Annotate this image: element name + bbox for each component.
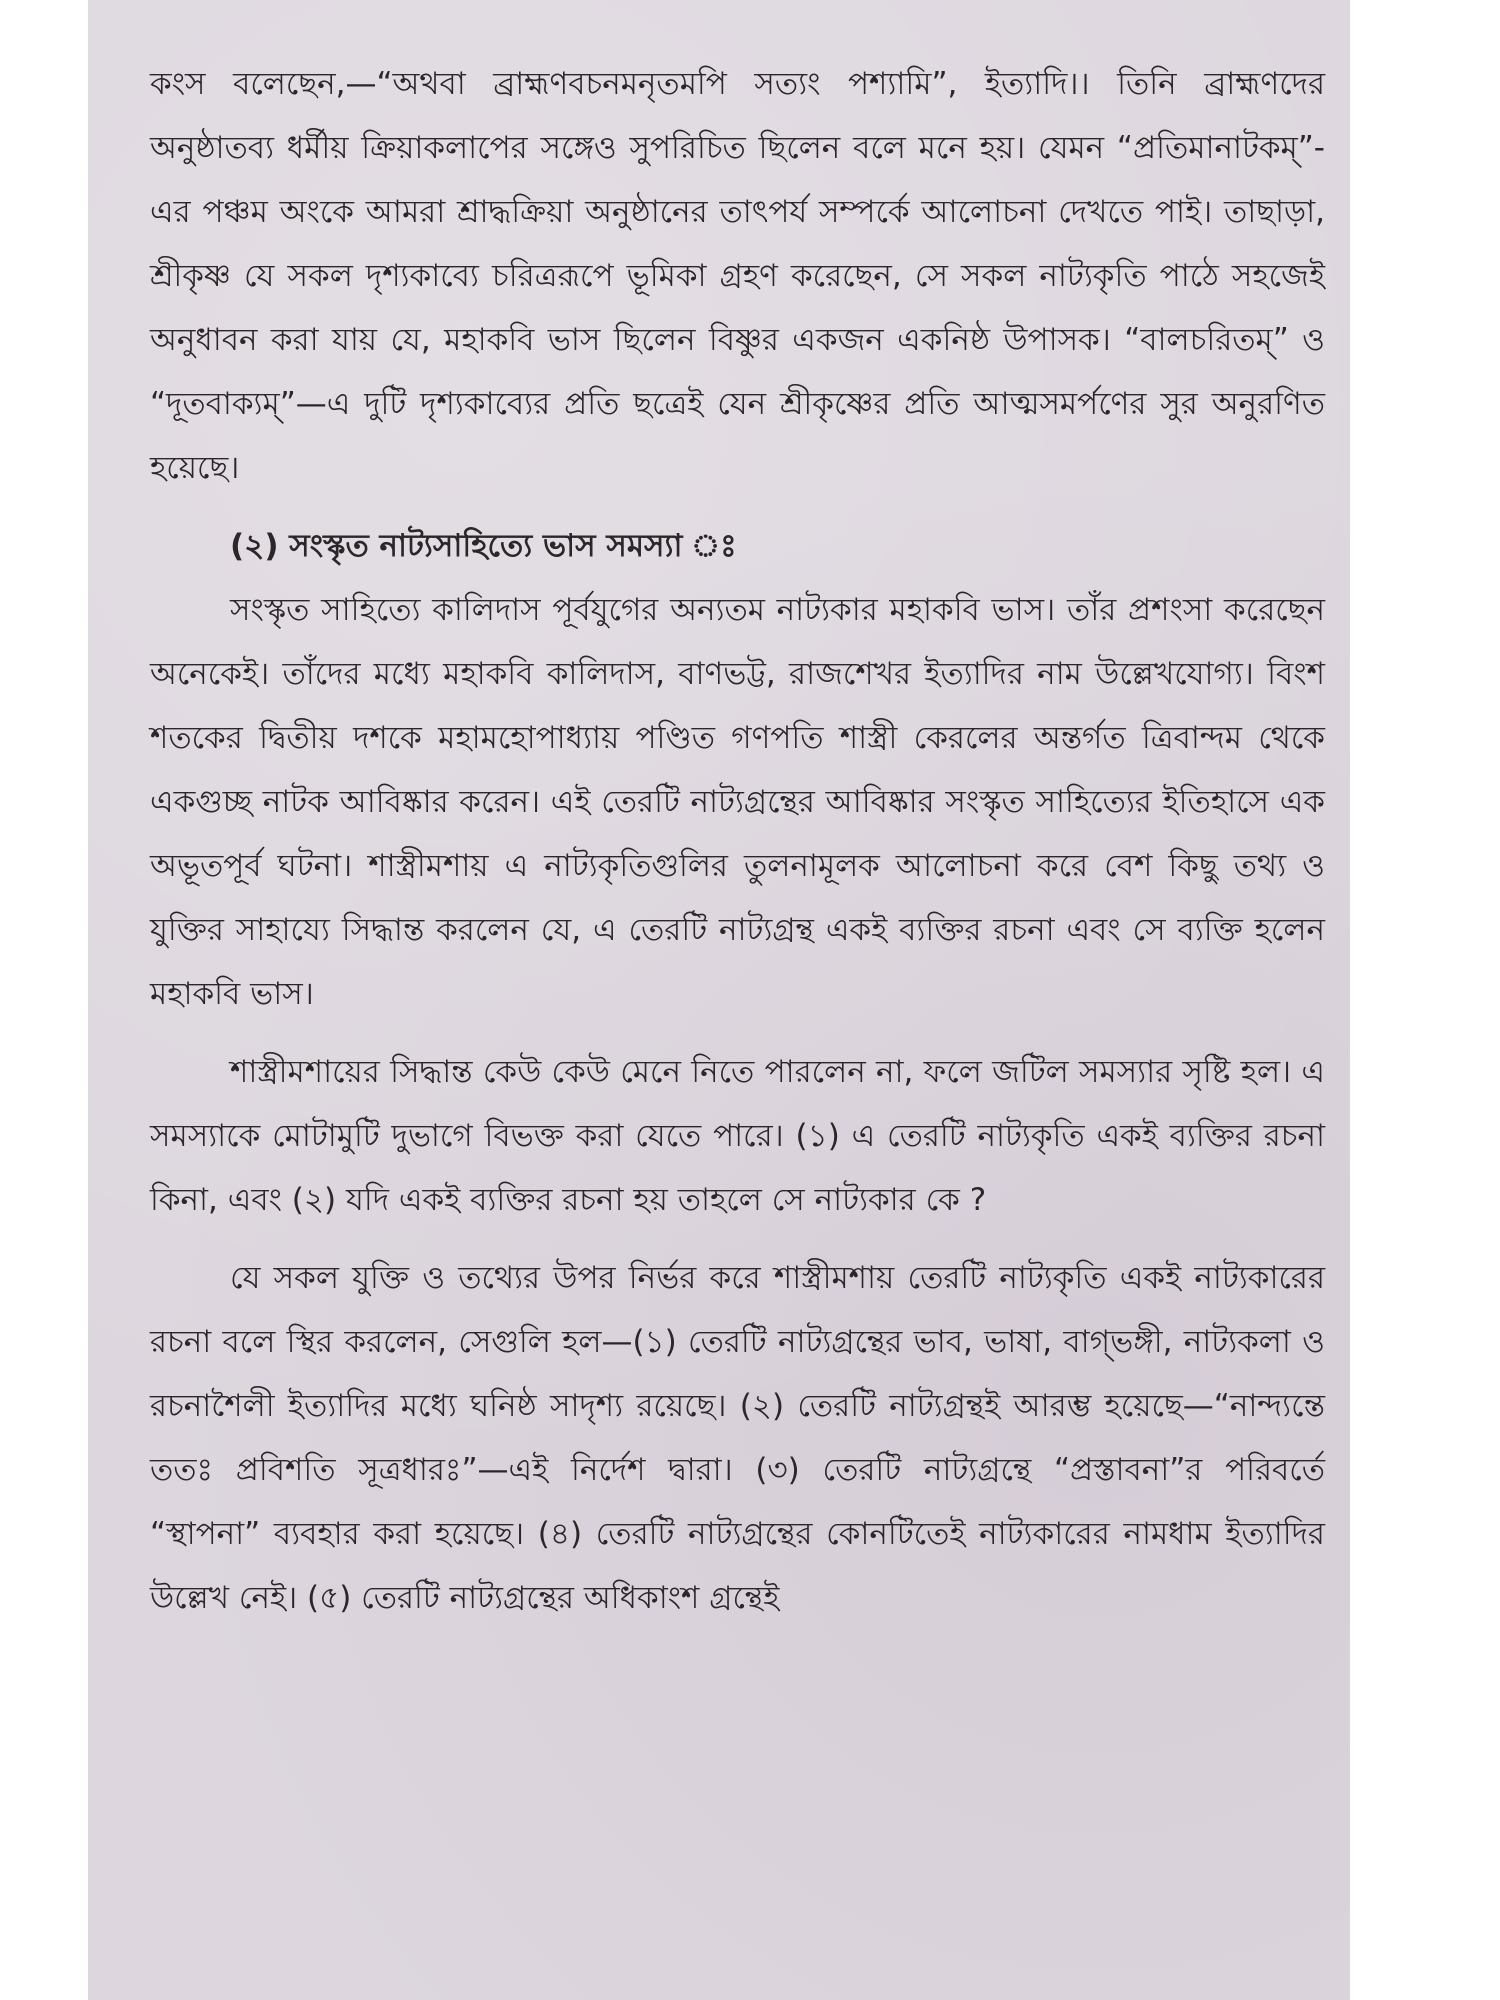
paragraph-kamsa-quote: কংস বলেছেন,—“অথবা ব্রাহ্মণবচনমনৃতমপি সত্যং পশ্যামি”, ইত্যাদি।। তিনি ব্রাহ্মণদের অনুষ্ঠাতব্য ধর্মীয় ক্রিয়াকলাপের সঙ্গেও সুপরিচিত ছিলেন বলে মনে হয়। যেমন “প্রতিমানাটকম্”-এর পঞ্চম অংকে আমরা শ্রাদ্ধক্রিয়া অনুষ্ঠানের তাৎপর্য সম্পর্কে আলোচনা দেখতে পাই। তাছাড়া, শ্রীকৃষ্ণ যে সকল দৃশ্যকাব্যে চরিত্ররূপে ভূমিকা গ্রহণ করেছেন, সে সকল নাট্যকৃতি পাঠে সহজেই অনুধাবন করা যায় যে, মহাকবি ভাস ছিলেন বিষ্ণুর একজন একনিষ্ঠ উপাসক। “বালচরিতম্” ও “দূতবাক্যম্”—এ দুটি দৃশ্যকাব্যের প্রতি ছত্রেই যেন শ্রীকৃষ্ণের প্রতি আত্মসমর্পণের সুর অনুরণিত হয়েছে।	[150, 66, 1325, 486]
paragraph-problem-division: শাস্ত্রীমশায়ের সিদ্ধান্ত কেউ কেউ মেনে নিতে পারলেন না, ফলে জটিল সমস্যার সৃষ্টি হল। এ সমস্যাকে মোটামুটি দুভাগে বিভক্ত করা যেতে পারে। (১) এ তেরটি নাট্যকৃতি একই ব্যক্তির রচনা কিনা, এবং (২) যদি একই ব্যক্তির রচনা হয় তাহলে সে নাট্যকার কে ?	[150, 1054, 1325, 1218]
paragraph-shastri-arguments: যে সকল যুক্তি ও তথ্যের উপর নির্ভর করে শাস্ত্রীমশায় তেরটি নাট্যকৃতি একই নাট্যকারের রচনা বলে স্থির করলেন, সেগুলি হল—(১) তেরটি নাট্যগ্রন্থের ভাব, ভাষা, বাগ্‌ভঙ্গী, নাট্যকলা ও রচনাশৈলী ইত্যাদির মধ্যে ঘনিষ্ঠ সাদৃশ্য রয়েছে। (২) তেরটি নাট্যগ্রন্থই আরম্ভ হয়েছে—“নান্দ্যন্তে ততঃ প্রবিশতি সূত্রধারঃ”—এই নির্দেশ দ্বারা। (৩) তেরটি নাট্যগ্রন্থে “প্রস্তাবনা”র পরিবর্তে “স্থাপনা” ব্যবহার করা হয়েছে। (৪) তেরটি নাট্যগ্রন্থের কোনটিতেই নাট্যকারের নামধাম ইত্যাদির উল্লেখ নেই। (৫) তেরটি নাট্যগ্রন্থের অধিকাংশ গ্রন্থেই	[150, 1260, 1325, 1616]
page-text-body	[150, 52, 1325, 1644]
paragraph-bhasa-introduction: সংস্কৃত সাহিত্যে কালিদাস পূর্বযুগের অন্যতম নাট্যকার মহাকবি ভাস। তাঁর প্রশংসা করেছেন অনেকেই। তাঁদের মধ্যে মহাকবি কালিদাস, বাণভট্ট, রাজশেখর ইত্যাদির নাম উল্লেখযোগ্য। বিংশ শতকের দ্বিতীয় দশকে মহামহোপাধ্যায় পণ্ডিত গণপতি শাস্ত্রী কেরলের অন্তর্গত ত্রিবান্দম থেকে একগুচ্ছ নাটক আবিষ্কার করেন। এই তেরটি নাট্যগ্রন্থের আবিষ্কার সংস্কৃত সাহিত্যের ইতিহাসে এক অভূতপূর্ব ঘটনা। শাস্ত্রীমশায় এ নাট্যকৃতিগুলির তুলনামূলক আলোচনা করে বেশ কিছু তথ্য ও যুক্তির সাহায্যে সিদ্ধান্ত করলেন যে, এ তেরটি নাট্যগ্রন্থ একই ব্যক্তির রচনা এবং সে ব্যক্তি হলেন মহাকবি ভাস।	[150, 592, 1325, 1012]
section-heading-bhasa-problem: (২) সংস্কৃত নাট্যসাহিত্যে ভাস সমস্যা ঃ	[230, 528, 737, 564]
